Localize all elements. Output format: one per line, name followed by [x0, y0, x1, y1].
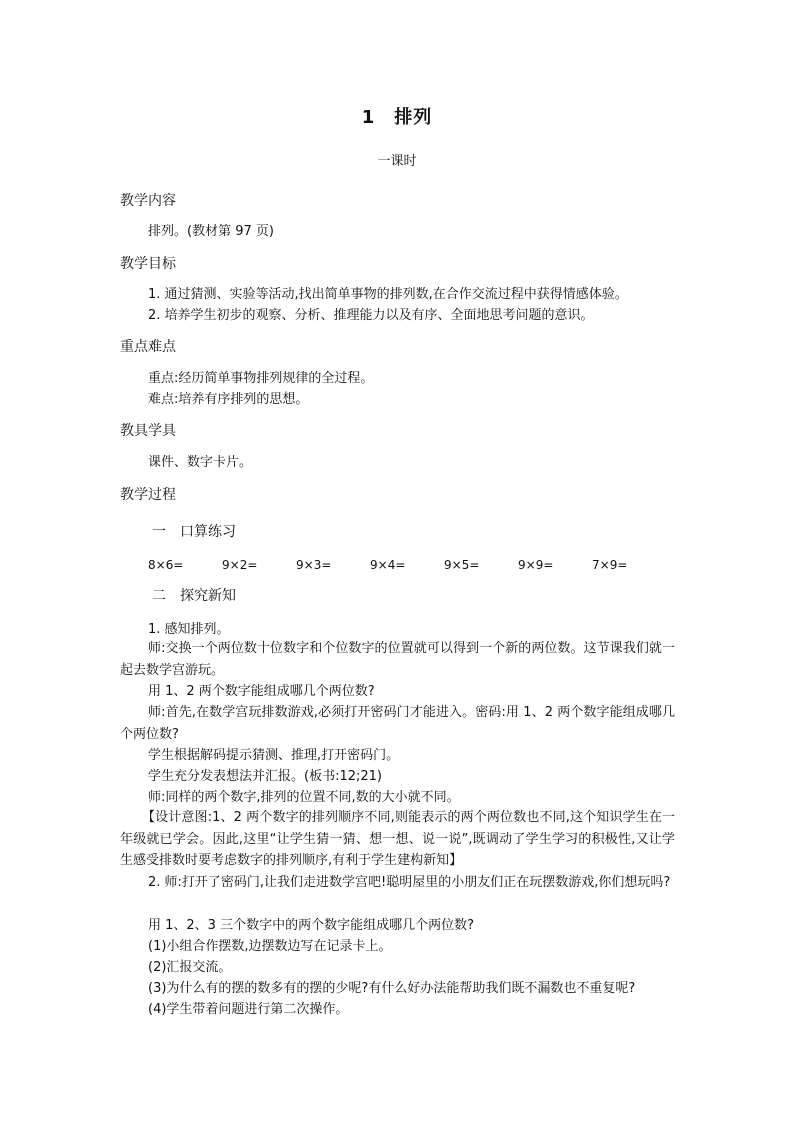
part1-heading: 一 口算练习 — [152, 524, 236, 540]
process-line: (4)学生带着问题进行第二次操作。 — [148, 1002, 349, 1017]
goal-item-1: 1. 通过猜测、实验等活动,找出简单事物的排列数,在合作交流过程中获得情感体验。 — [148, 287, 628, 302]
process-line: 用 1、2 两个数字能组成哪几个两位数? — [148, 684, 375, 699]
content-text: 排列。(教材第 97 页) — [148, 224, 274, 239]
page-title: 1 排列 — [361, 107, 433, 128]
process-line: (3)为什么有的摆的数多有的摆的少呢?有什么好办法能帮助我们既不漏数也不重复呢? — [148, 981, 636, 996]
calc-item: 9×4= — [370, 558, 406, 572]
tools-text: 课件、数字卡片。 — [148, 455, 253, 470]
page-subtitle: 一课时 — [377, 154, 417, 169]
calc-item: 9×2= — [222, 558, 258, 572]
part2-heading: 二 探究新知 — [152, 588, 236, 604]
design-intent-paragraph: 【设计意图:1、2 两个数字的排列顺序不同,则能表示的两个两位数也不同,这个知识学生在一年级就已学会。因此,这里“让学生猜一猜、想一想、说一说”,既调动了学生学习的积极性,又让学生感受排数时要考虑数字的排列顺序,有利于学生建构新知】 — [120, 810, 675, 868]
calc-item: 9×3= — [296, 558, 332, 572]
calc-item: 9×5= — [444, 558, 480, 572]
heading-key-points: 重点难点 — [120, 339, 176, 355]
process-line: (2)汇报交流。 — [148, 960, 232, 975]
process-line: 学生根据解码提示猜测、推理,打开密码门。 — [148, 748, 400, 763]
process-paragraph: 师:交换一个两位数十位数字和个位数字的位置就可以得到一个新的两位数。这节课我们就一起去数学宫游玩。 — [120, 641, 675, 678]
calc-item: 7×9= — [592, 558, 628, 572]
process-line: 学生充分发表想法并汇报。(板书:12;21) — [148, 769, 382, 784]
process-paragraph: 师:首先,在数学宫玩排数游戏,必须打开密码门才能进入。密码:用 1、2 两个数字能组成哪几个两位数? — [120, 705, 675, 742]
difficult-point: 难点:培养有序排列的思想。 — [148, 392, 309, 407]
heading-tools: 教具学具 — [120, 423, 176, 439]
process-line: (1)小组合作摆数,边摆数边写在记录卡上。 — [148, 939, 392, 954]
heading-process: 教学过程 — [120, 487, 176, 503]
calc-item: 9×9= — [518, 558, 554, 572]
heading-goals: 教学目标 — [120, 256, 176, 272]
process-line: 1. 感知排列。 — [148, 622, 230, 637]
process-line: 师:同样的两个数字,排列的位置不同,数的大小就不同。 — [148, 790, 460, 805]
key-point: 重点:经历简单事物排列规律的全过程。 — [148, 371, 374, 386]
calc-item: 8×6= — [148, 558, 184, 572]
process-line: 用 1、2、3 三个数字中的两个数字能组成哪几个两位数? — [148, 918, 474, 933]
process-paragraph: 2. 师:打开了密码门,让我们走进数学宫吧!聪明屋里的小朋友们正在玩摆数游戏,你们想玩吗? — [148, 875, 671, 890]
goal-item-2: 2. 培养学生初步的观察、分析、推理能力以及有序、全面地思考问题的意识。 — [148, 308, 594, 323]
heading-content: 教学内容 — [120, 193, 176, 209]
